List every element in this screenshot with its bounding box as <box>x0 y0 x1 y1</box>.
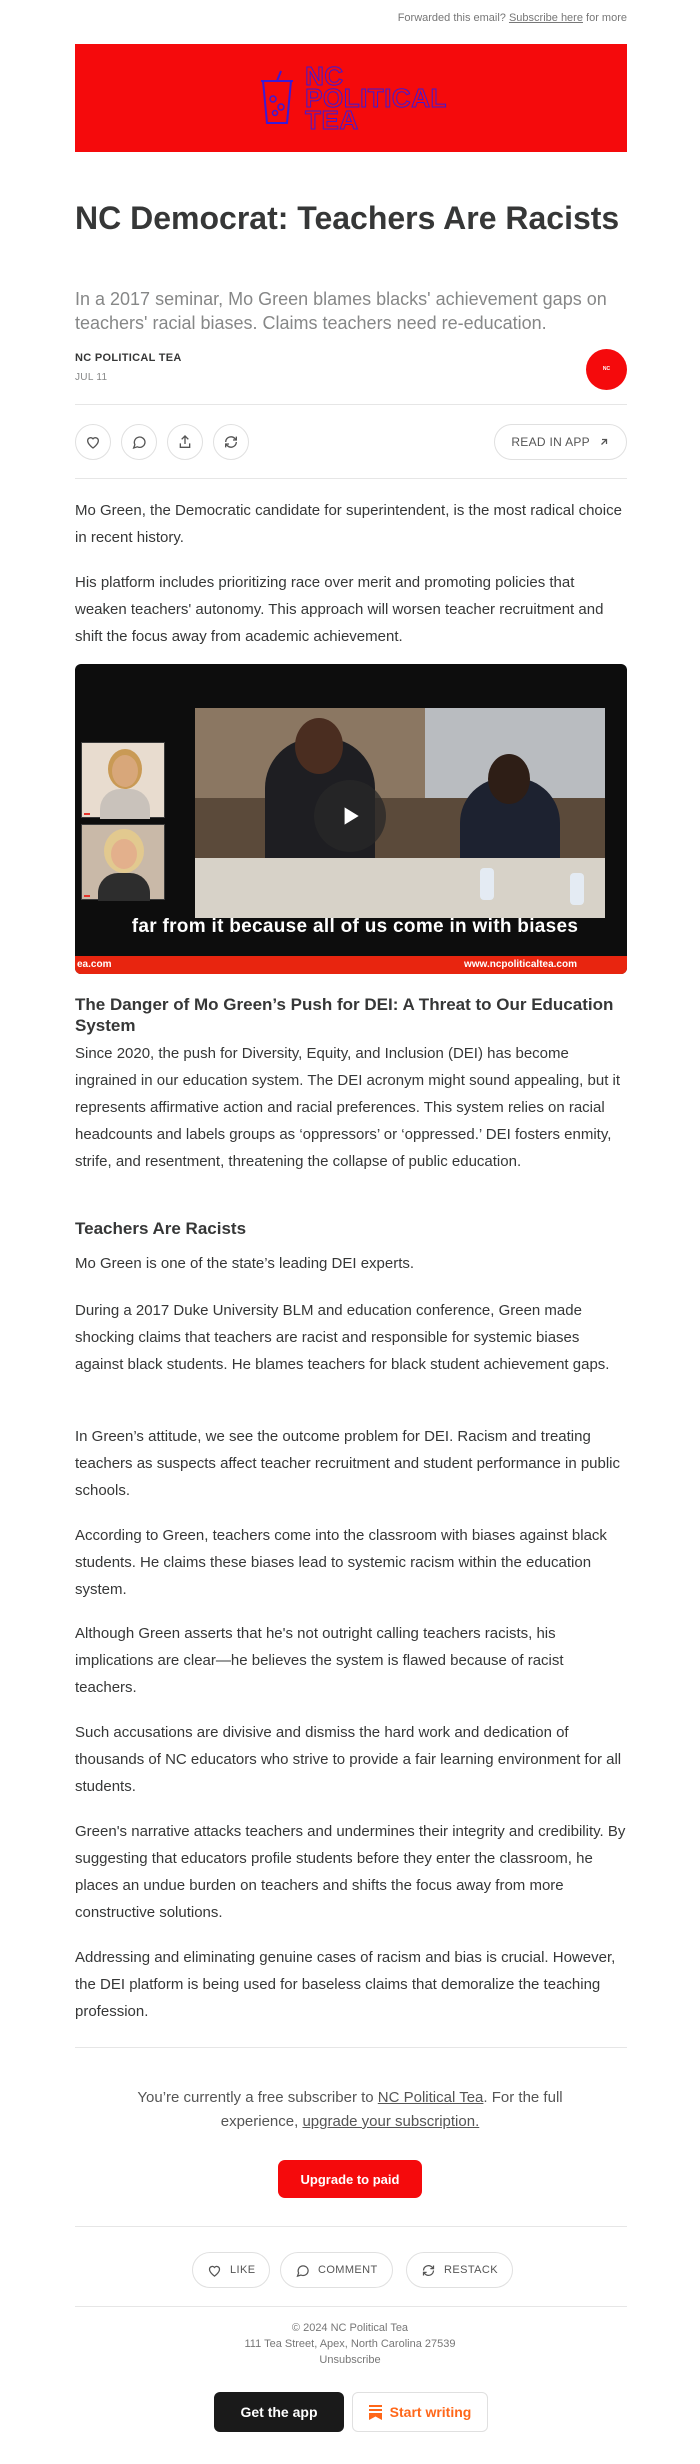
arrow-up-right-icon <box>598 436 610 448</box>
comment-icon <box>295 2263 310 2278</box>
post-subtitle: In a 2017 seminar, Mo Green blames blacks' achievement gaps on teachers' racial biases. Claims teachers need re-education. <box>75 289 607 333</box>
unsubscribe-link[interactable]: Unsubscribe <box>319 2354 381 2366</box>
body-paragraph: His platform includes prioritizing race over merit and promoting policies that weaken teachers' autonomy. This approach will worsen teacher recruitment and shift the focus away from academic achievement. <box>75 574 604 645</box>
post-date: JUL 11 <box>75 372 108 383</box>
body-paragraph: During a 2017 Duke University BLM and education conference, Green made shocking claims that teachers are racist and responsible for systemic biases against black students. He blames teachers for black student achievement gaps. <box>75 1302 610 1373</box>
publication-link[interactable]: NC Political Tea <box>377 2089 484 2106</box>
body-paragraph: Green's narrative attacks teachers and undermines their integrity and credibility. By suggesting that educators profile students before they enter the classroom, he places an undue burden on teachers and shifts the focus away from more constructive solutions. <box>75 1823 626 1921</box>
copyright-text: © 2024 NC Political Tea <box>291 2322 409 2334</box>
body-paragraph: Such accusations are divisive and dismiss the hard work and dedication of thousands of NC educators who strive to provide a fair learning environment for all students. <box>75 1724 622 1795</box>
read-in-app-button[interactable] <box>494 424 627 460</box>
play-icon <box>337 803 363 829</box>
comment-icon <box>131 434 147 450</box>
restack-icon <box>223 434 239 450</box>
divider <box>75 2226 627 2227</box>
comment-button[interactable] <box>121 424 157 460</box>
forward-suffix: for more <box>586 12 627 24</box>
webcam-thumbnail <box>81 824 165 900</box>
read-in-app-label: READ IN APP <box>511 435 590 449</box>
publication-byline[interactable]: NC POLITICAL TEA <box>75 352 182 364</box>
address-text: 111 Tea Street, Apex, North Carolina 27539 <box>244 2338 456 2350</box>
body-paragraph: In Green’s attitude, we see the outcome problem for DEI. Racism and treating teachers as suspects affect teacher recruitment and student performance in public schools. <box>75 1428 621 1499</box>
publication-banner[interactable] <box>75 44 627 152</box>
footer-info <box>100 2320 600 2368</box>
restack-icon <box>421 2263 436 2278</box>
footer-restack-button[interactable] <box>406 2252 513 2288</box>
video-url-left: ea.com <box>77 959 112 970</box>
body-paragraph: Mo Green, the Democratic candidate for superintendent, is the most radical choice in recent history. <box>75 502 622 546</box>
start-writing-label: Start writing <box>389 2404 472 2420</box>
video-url-bar <box>75 956 627 974</box>
body-paragraph: According to Green, teachers come into the classroom with biases against black students. He claims these biases lead to systemic racism within the education system. <box>75 1527 607 1598</box>
video-frame <box>195 708 605 918</box>
upgrade-to-paid-button[interactable]: Upgrade to paid <box>278 2160 422 2198</box>
comment-label: COMMENT <box>318 2264 378 2276</box>
start-writing-button[interactable] <box>352 2392 488 2432</box>
webcam-thumbnail <box>81 742 165 818</box>
divider <box>75 478 627 479</box>
tea-cup-logo-icon <box>255 69 299 127</box>
forward-text: Forwarded this email? <box>397 12 506 24</box>
like-button[interactable] <box>75 424 111 460</box>
body-paragraph: Since 2020, the push for Diversity, Equity, and Inclusion (DEI) has become ingrained in our education system. The DEI acronym might sound appealing, but it represents affirmative action and racial preferences. This system relies on racial headcounts and labels groups as ‘oppressors’ or ‘oppressed.’ DEI fosters enmity, strife, and resentment, threatening the collapse of public education. <box>75 1045 621 1170</box>
post-action-row <box>75 424 627 460</box>
post-title[interactable]: NC Democrat: Teachers Are Racists <box>75 200 620 236</box>
footer-like-button[interactable] <box>192 2252 270 2288</box>
share-icon <box>177 434 193 450</box>
like-label: LIKE <box>230 2264 256 2276</box>
embedded-video[interactable] <box>75 664 627 974</box>
play-button[interactable] <box>314 780 386 852</box>
publication-avatar[interactable] <box>586 349 627 390</box>
forward-notice <box>398 12 627 24</box>
avatar-text: NC <box>602 366 611 372</box>
divider <box>75 404 627 405</box>
section-heading: The Danger of Mo Green’s Push for DEI: A Threat to Our Education System <box>75 995 614 1035</box>
heart-icon <box>85 434 101 450</box>
publication-logo-text: NC POLITICAL TEA <box>305 61 447 135</box>
heart-icon <box>207 2263 222 2278</box>
footer-comment-button[interactable] <box>280 2252 393 2288</box>
body-paragraph: Addressing and eliminating genuine cases of racism and bias is crucial. However, the DEI platform is being used for baseless claims that demoralize the teaching profession. <box>75 1949 616 2020</box>
subscribe-link[interactable]: Subscribe here <box>508 12 583 24</box>
divider <box>75 2306 627 2307</box>
body-paragraph: Although Green asserts that he's not outright calling teachers racists, his implications are clear—he believes the system is flawed because of racist teachers. <box>75 1625 564 1696</box>
substack-logo-icon <box>369 2405 382 2420</box>
section-heading: Teachers Are Racists <box>75 1219 247 1238</box>
get-the-app-button[interactable]: Get the app <box>214 2392 344 2432</box>
body-paragraph: Mo Green is one of the state’s leading DEI experts. <box>75 1255 415 1272</box>
restack-button[interactable] <box>213 424 249 460</box>
upgrade-subscription-link[interactable]: upgrade your subscription. <box>302 2113 480 2130</box>
divider <box>75 2047 627 2048</box>
video-url-right: www.ncpoliticaltea.com <box>464 959 577 970</box>
subscription-notice: You’re currently a free subscriber to NC Political Tea. For the full experience, upgrade your subscription. <box>137 2089 563 2130</box>
video-caption: far from it because all of us come in with biases <box>131 916 579 937</box>
restack-label: RESTACK <box>444 2264 498 2276</box>
share-button[interactable] <box>167 424 203 460</box>
